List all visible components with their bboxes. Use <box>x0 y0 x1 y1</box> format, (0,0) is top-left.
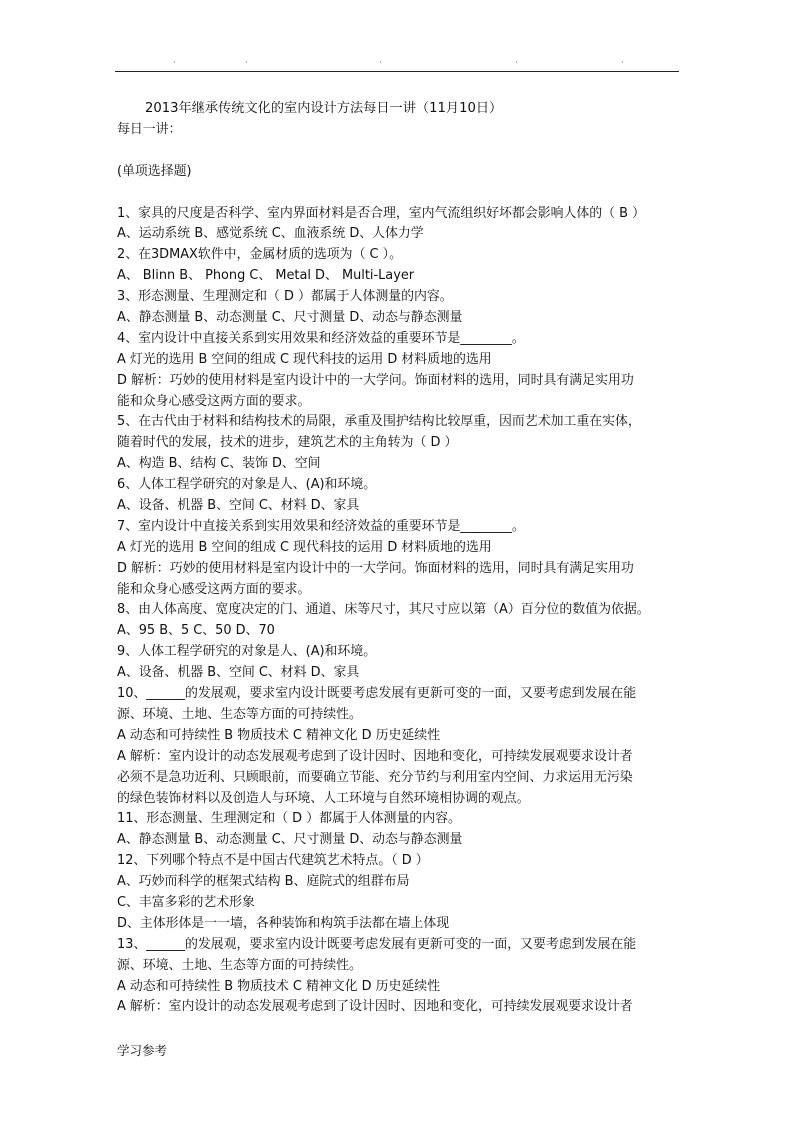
header-dot: · <box>379 58 382 68</box>
text-line: 源、环境、土地、生态等方面的可持续性。 <box>117 706 362 722</box>
text-line: D、主体形体是一一墙，各种装饰和构筑手法都在墙上体现 <box>117 915 450 931</box>
text-line <box>117 183 683 204</box>
text-line: 3、形态测量、生理测定和（ D ）都属于人体测量的内容。 <box>117 289 453 305</box>
text-line: 8、由人体高度、宽度决定的门、通道、床等尺寸，其尺寸应以第（A）百分位的数值为依据。 <box>117 602 650 618</box>
text-line: A、构造 B、结构 C、装饰 D、空间 <box>117 456 321 472</box>
text-line: A、设备、机器 B、空间 C、材料 D、家具 <box>117 498 360 514</box>
text-line: A、运动系统 B、感觉系统 C、血液系统 D、人体力学 <box>117 226 424 242</box>
text-line: 4、室内设计中直接关系到实用效果和经济效益的重要环节是________。 <box>117 330 525 346</box>
header-dot: · <box>621 58 624 68</box>
text-line: 的绿色装饰材料以及创造人与环境、人工环境与自然环境相协调的观点。 <box>117 790 530 806</box>
text-line: D 解析：巧妙的使用材料是室内设计中的一大学问。饰面材料的选用，同时具有满足实用功 <box>117 560 634 576</box>
header-dot: · <box>245 58 248 68</box>
text-line: 10、______的发展观，要求室内设计既要考虑发展有更新可变的一面，又要考虑到发展在能 <box>117 686 637 702</box>
header-dot: · <box>515 58 518 68</box>
text-line: 随着时代的发展，技术的进步，建筑艺术的主角转为（ D ） <box>117 435 458 451</box>
text-line <box>117 141 683 162</box>
text-line: 2、在3DMAX软件中，金属材质的选项为（ C ）。 <box>117 247 402 263</box>
text-line: 1、家具的尺度是否科学、室内界面材料是否合理，室内气流组织好坏都会影响人体的（ B ） <box>117 205 645 221</box>
text-line: 13、______的发展观，要求室内设计既要考虑发展有更新可变的一面，又要考虑到发展在能 <box>117 936 637 952</box>
text-line: A 解析：室内设计的动态发展观考虑到了设计因时、因地和变化，可持续发展观要求设计者 <box>117 748 633 764</box>
text-line: A 动态和可持续性 B 物质技术 C 精神文化 D 历史延续性 <box>117 978 441 994</box>
text-line: 11、形态测量、生理测定和（ D ）都属于人体测量的内容。 <box>117 811 461 827</box>
document-title: 2013年继承传统文化的室内设计方法每日一讲（11月10日） <box>145 101 503 116</box>
header-rule <box>115 71 679 72</box>
text-line: 7、室内设计中直接关系到实用效果和经济效益的重要环节是________。 <box>117 518 525 534</box>
text-line: 能和众身心感受这两方面的要求。 <box>117 393 311 409</box>
text-line: 12、下列哪个特点不是中国古代建筑艺术特点。（ D ） <box>117 853 429 869</box>
text-line: (单项选择题) <box>117 163 192 179</box>
text-line: A、静态测量 B、动态测量 C、尺寸测量 D、动态与静态测量 <box>117 832 463 848</box>
text-line: 5、在古代由于材料和结构技术的局限，承重及围护结构比较厚重，因而艺术加工重在实体， <box>117 414 641 430</box>
text-line: 必须不是急功近利、只顾眼前，而要确立节能、充分节约与利用室内空间、力求运用无污染 <box>117 769 633 785</box>
text-line: A、设备、机器 B、空间 C、材料 D、家具 <box>117 665 360 681</box>
text-line: A 解析：室内设计的动态发展观考虑到了设计因时、因地和变化，可持续发展观要求设计者 <box>117 999 633 1015</box>
text-line: D 解析：巧妙的使用材料是室内设计中的一大学问。饰面材料的选用，同时具有满足实用功 <box>117 372 634 388</box>
page-footer: 学习参考 <box>117 1043 168 1058</box>
text-line: A、95 B、5 C、50 D、70 <box>117 623 275 639</box>
text-line: A 动态和可持续性 B 物质技术 C 精神文化 D 历史延续性 <box>117 727 441 743</box>
text-line: 源、环境、土地、生态等方面的可持续性。 <box>117 957 362 973</box>
text-line: A 灯光的选用 B 空间的组成 C 现代科技的运用 D 材料质地的选用 <box>117 351 492 367</box>
text-line: A 灯光的选用 B 空间的组成 C 现代科技的运用 D 材料质地的选用 <box>117 539 492 555</box>
text-line: C、丰富多彩的艺术形象 <box>117 894 255 910</box>
text-line: 9、人体工程学研究的对象是人、(A)和环境。 <box>117 644 377 660</box>
document-body <box>117 120 683 1018</box>
text-line: 能和众身心感受这两方面的要求。 <box>117 581 311 597</box>
text-line: 6、人体工程学研究的对象是人、(A)和环境。 <box>117 477 377 493</box>
text-line: A、 Blinn B、 Phong C、 Metal D、 Multi-Layer <box>117 268 415 284</box>
header-dot: · <box>173 58 176 68</box>
text-line: A、静态测量 B、动态测量 C、尺寸测量 D、动态与静态测量 <box>117 310 463 326</box>
text-line: 每日一讲： <box>117 122 182 137</box>
header-dots <box>115 58 679 70</box>
text-line: A、巧妙而科学的框架式结构 B、庭院式的组群布局 <box>117 874 410 890</box>
